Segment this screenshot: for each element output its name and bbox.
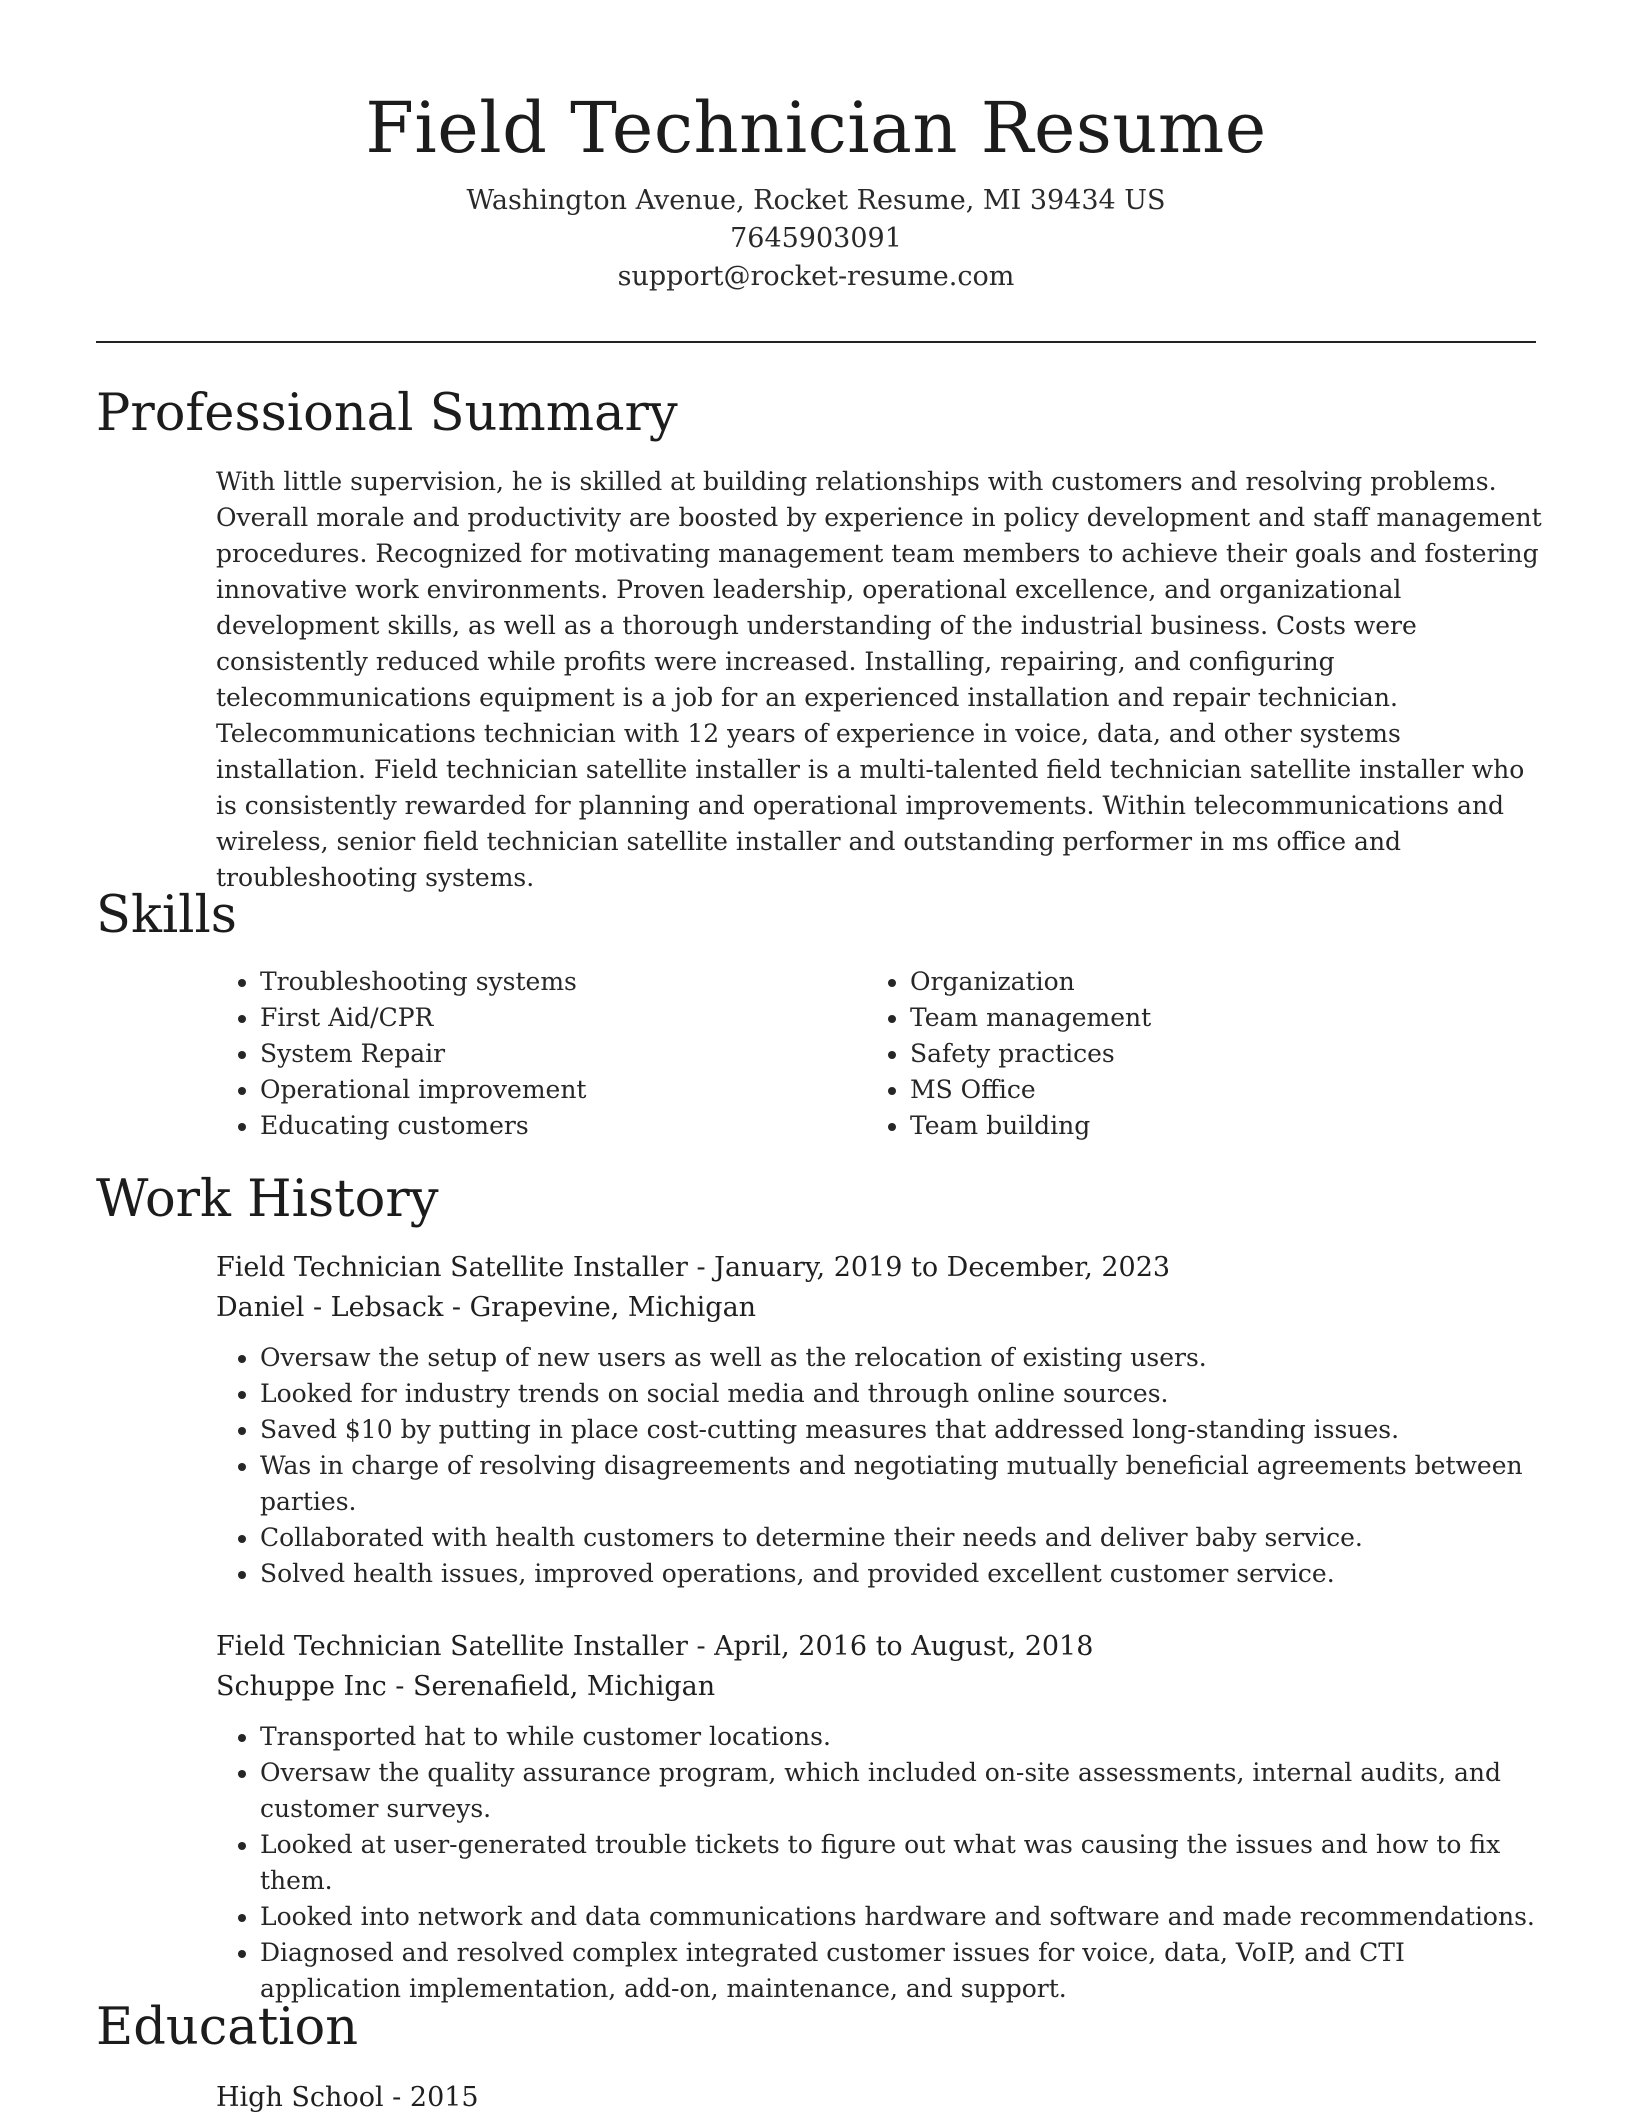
job-title-line: Field Technician Satellite Installer - January, 2019 to December, 2023 <box>216 1252 1171 1283</box>
skill-item: • Troubleshooting systems <box>260 964 866 1000</box>
education-year: 2015 <box>409 2082 479 2113</box>
skill-item: • Team building <box>910 1108 1510 1144</box>
job-entry <box>216 1248 1546 1592</box>
skill-item: • System Repair <box>260 1036 866 1072</box>
skill-item: • MS Office <box>910 1072 1510 1108</box>
job-bullet: • Oversaw the quality assurance program, which included on-site assessments, internal audits, and customer surveys. <box>260 1755 1546 1827</box>
job-company: Schuppe Inc <box>216 1671 387 1702</box>
job-bullets <box>216 1719 1546 2007</box>
section-title-education: Education <box>96 1998 359 2057</box>
job-role: Field Technician Satellite Installer <box>216 1631 688 1662</box>
contact-block <box>0 182 1632 296</box>
skill-item: • Team management <box>910 1000 1510 1036</box>
section-title-skills: Skills <box>96 886 237 945</box>
job-bullet: • Solved health issues, improved operations, and provided excellent customer service. <box>260 1556 1546 1592</box>
section-title-work-history: Work History <box>96 1170 439 1229</box>
job-company: Daniel - Lebsack <box>216 1292 444 1323</box>
skills-list <box>216 964 1536 1144</box>
education-entry: High School - 2015 <box>216 2082 479 2113</box>
skills-column-left <box>216 964 866 1144</box>
skills-column-right <box>866 964 1510 1144</box>
skill-item: • Organization <box>910 964 1510 1000</box>
job-location: Grapevine, Michigan <box>469 1292 757 1323</box>
contact-phone: 7645903091 <box>730 223 902 254</box>
job-bullets <box>216 1340 1546 1592</box>
skill-item: • Safety practices <box>910 1036 1510 1072</box>
section-title-summary: Professional Summary <box>96 384 678 443</box>
job-bullet: • Saved $10 by putting in place cost-cutting measures that addressed long-standing issues. <box>260 1412 1546 1448</box>
job-dates: January, 2019 to December, 2023 <box>714 1252 1171 1283</box>
job-bullet: • Looked at user-generated trouble tickets to figure out what was causing the issues and how to fix them. <box>260 1827 1546 1899</box>
job-bullet: • Diagnosed and resolved complex integrated customer issues for voice, data, VoIP, and CTI application implementation, add-on, maintenance, and support. <box>260 1935 1546 2007</box>
contact-address: Washington Avenue, Rocket Resume, MI 39434 US <box>466 185 1166 216</box>
job-bullet: • Collaborated with health customers to determine their needs and deliver baby service. <box>260 1520 1546 1556</box>
job-company-line: Schuppe Inc - Serenafield, Michigan <box>216 1671 716 1702</box>
header-divider <box>96 341 1536 343</box>
skill-item: • Operational improvement <box>260 1072 866 1108</box>
job-dates: April, 2016 to August, 2018 <box>714 1631 1094 1662</box>
job-bullet: • Looked into network and data communications hardware and software and made recommendations. <box>260 1899 1546 1935</box>
job-role: Field Technician Satellite Installer <box>216 1252 688 1283</box>
job-bullet: • Was in charge of resolving disagreements and negotiating mutually beneficial agreements between parties. <box>260 1448 1546 1520</box>
job-bullet: • Transported hat to while customer locations. <box>260 1719 1546 1755</box>
resume-title: Field Technician Resume <box>365 87 1267 169</box>
skill-item: • First Aid/CPR <box>260 1000 866 1036</box>
job-company-line: Daniel - Lebsack - Grapevine, Michigan <box>216 1292 757 1323</box>
job-title-line: Field Technician Satellite Installer - April, 2016 to August, 2018 <box>216 1631 1094 1662</box>
contact-email: support@rocket-resume.com <box>617 261 1015 292</box>
job-location: Serenafield, Michigan <box>413 1671 716 1702</box>
summary-text: With little supervision, he is skilled at building relationships with customers and resolving problems. Overall morale and productivity are boosted by experience in policy development and staff management procedures. Recognized for motivating management team members to achieve their goals and fostering innovative work environments. Proven leadership, operational excellence, and organizational development skills, as well as a thorough understanding of the industrial business. Costs were consistently reduced while profits were increased. Installing, repairing, and configuring telecommunications equipment is a job for an experienced installation and repair technician. Telecommunications technician with 12 years of experience in voice, data, and other systems installation. Field technician satellite installer is a multi-talented field technician satellite installer who is consistently rewarded for planning and operational improvements. Within telecommunications and wireless, senior field technician satellite installer and outstanding performer in ms office and troubleshooting systems. <box>216 467 1542 892</box>
skill-item: • Educating customers <box>260 1108 866 1144</box>
job-bullet: • Looked for industry trends on social media and through online sources. <box>260 1376 1546 1412</box>
education-degree: High School <box>216 2082 384 2113</box>
job-entry <box>216 1627 1546 2007</box>
resume-header <box>0 0 1632 296</box>
job-bullet: • Oversaw the setup of new users as well as the relocation of existing users. <box>260 1340 1546 1376</box>
